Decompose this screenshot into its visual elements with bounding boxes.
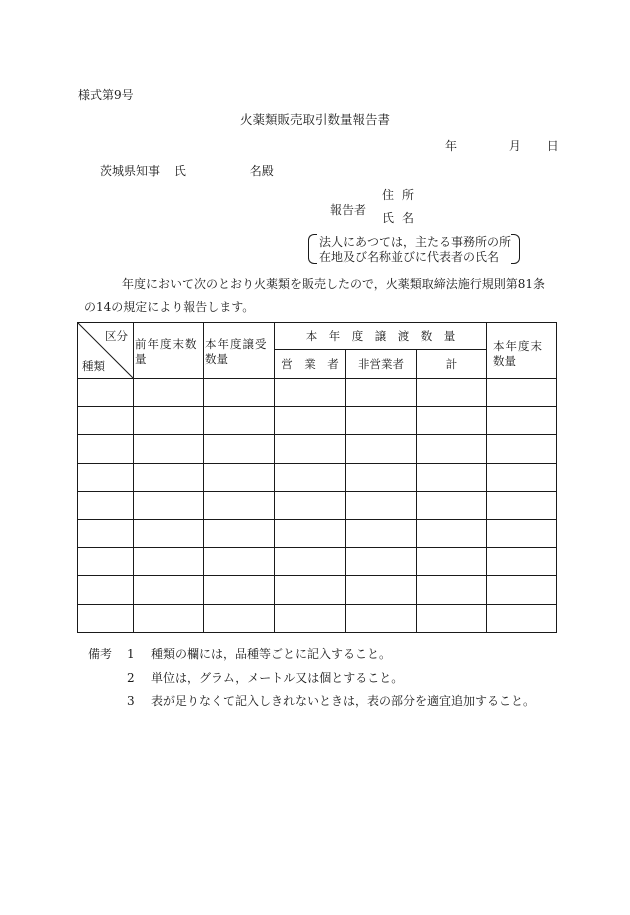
table-cell[interactable] [275, 463, 346, 491]
table-cell[interactable] [78, 463, 134, 491]
table-cell[interactable] [134, 519, 204, 547]
note-item [127, 645, 391, 662]
table-cell[interactable] [204, 463, 275, 491]
header-prev-line2: 量 [135, 352, 147, 366]
table-cell[interactable] [417, 576, 487, 604]
table-cell[interactable] [134, 576, 204, 604]
addressee-honorific-mid: 氏 [173, 164, 186, 178]
table-cell[interactable] [417, 604, 487, 632]
table-cell[interactable] [134, 435, 204, 463]
table-cell[interactable] [78, 548, 134, 576]
addressee-honorific-end: 名殿 [249, 164, 274, 178]
table-cell[interactable] [417, 435, 487, 463]
header-end-line2: 数量 [493, 354, 517, 368]
table-cell[interactable] [204, 435, 275, 463]
addressee-prefix: 茨城県知事 [100, 164, 161, 178]
table-cell[interactable] [275, 519, 346, 547]
table-cell[interactable] [78, 379, 134, 407]
table-cell[interactable] [487, 379, 557, 407]
header-end-line1: 本年度末 [493, 339, 544, 353]
report-paragraph-line-1: 年度において次のとおり火薬類を販売したので，火薬類取締法施行規則第81条 [122, 277, 546, 291]
table-row [78, 463, 557, 491]
table-row [78, 407, 557, 435]
table-row [78, 576, 557, 604]
table-cell[interactable] [417, 548, 487, 576]
quantity-table [77, 322, 557, 633]
table-cell[interactable] [346, 604, 417, 632]
reporter-label: 報告者 [330, 203, 367, 217]
header-prev-line1: 前年度末数 [135, 337, 198, 351]
name-label: 氏名 [382, 211, 423, 225]
table-cell[interactable] [417, 379, 487, 407]
table-cell[interactable] [275, 604, 346, 632]
table-cell[interactable] [134, 407, 204, 435]
document-title: 火薬類販売取引数量報告書 [239, 112, 390, 127]
table-cell[interactable] [346, 491, 417, 519]
note-text: 種類の欄には，品種等ごとに記入すること。 [151, 647, 392, 661]
table-cell[interactable] [417, 519, 487, 547]
table-cell[interactable] [78, 604, 134, 632]
note-number: 1 [127, 647, 135, 661]
table-row [78, 548, 557, 576]
table-cell[interactable] [204, 407, 275, 435]
form-number: 様式第9号 [78, 88, 134, 102]
table-cell[interactable] [134, 491, 204, 519]
table-cell[interactable] [204, 519, 275, 547]
addressee-line [100, 162, 274, 179]
table-row [78, 491, 557, 519]
bracket-line-1: 法人にあつては，主たる事務所の所 [319, 235, 512, 249]
note-text: 表が足りなくて記入しきれないときは，表の部分を適宜追加すること。 [151, 694, 536, 708]
table-cell[interactable] [346, 463, 417, 491]
header-category-type [78, 323, 134, 379]
table-cell[interactable] [134, 548, 204, 576]
table-row [78, 435, 557, 463]
notes-heading: 備考 [88, 647, 113, 661]
table-cell[interactable] [346, 576, 417, 604]
header-sales: 営 業 者 [275, 350, 346, 379]
table-cell[interactable] [487, 435, 557, 463]
bracket-left [308, 234, 317, 264]
table-cell[interactable] [487, 548, 557, 576]
address-label: 住所 [382, 188, 423, 202]
table-cell[interactable] [487, 604, 557, 632]
table-cell[interactable] [204, 379, 275, 407]
header-recv-line2: 数量 [205, 352, 228, 366]
table-cell[interactable] [134, 604, 204, 632]
date-year: 年 [445, 139, 458, 153]
header-shurui: 種類 [82, 359, 105, 373]
header-recv-line1: 本年度譲受 [205, 337, 268, 351]
header-prev-year-end [134, 323, 204, 379]
header-total: 計 [417, 350, 487, 379]
table-cell[interactable] [346, 407, 417, 435]
table-cell[interactable] [346, 435, 417, 463]
table-cell[interactable] [78, 519, 134, 547]
table-cell[interactable] [346, 548, 417, 576]
report-paragraph-line-2: の14の規定により報告します。 [84, 300, 255, 314]
table-cell[interactable] [275, 435, 346, 463]
table-cell[interactable] [487, 519, 557, 547]
date-line [445, 137, 559, 154]
table-cell[interactable] [204, 576, 275, 604]
table-cell[interactable] [487, 491, 557, 519]
table-cell[interactable] [78, 435, 134, 463]
table-cell[interactable] [275, 548, 346, 576]
table-row [78, 604, 557, 632]
table-cell[interactable] [487, 407, 557, 435]
header-kubun: 区分 [105, 329, 128, 343]
table-cell[interactable] [346, 519, 417, 547]
header-received [204, 323, 275, 379]
note-number: 3 [127, 694, 135, 708]
table-row [78, 519, 557, 547]
table-cell[interactable] [417, 491, 487, 519]
table-cell[interactable] [204, 491, 275, 519]
note-item [127, 692, 535, 709]
table-cell[interactable] [78, 491, 134, 519]
table-cell[interactable] [78, 576, 134, 604]
table-cell[interactable] [204, 604, 275, 632]
corporate-note-bracket [308, 233, 520, 263]
table-cell[interactable] [417, 463, 487, 491]
table-cell[interactable] [275, 379, 346, 407]
header-non-sales: 非営業者 [346, 350, 417, 379]
note-text: 単位は，グラム，メートル又は個とすること。 [151, 671, 404, 685]
date-day: 日 [546, 139, 559, 153]
table-cell[interactable] [487, 463, 557, 491]
note-item [127, 669, 403, 686]
table-cell[interactable] [275, 491, 346, 519]
table-cell[interactable] [346, 379, 417, 407]
bracket-line-2: 在地及び名称並びに代表者の氏名 [319, 250, 500, 264]
note-number: 2 [127, 671, 135, 685]
table-cell[interactable] [275, 576, 346, 604]
table-cell[interactable] [275, 407, 346, 435]
header-year-end [487, 323, 557, 379]
table-cell[interactable] [134, 379, 204, 407]
table-cell[interactable] [134, 463, 204, 491]
bracket-right [511, 234, 520, 264]
table-row [78, 379, 557, 407]
table-cell[interactable] [487, 576, 557, 604]
table-cell[interactable] [204, 548, 275, 576]
date-month: 月 [508, 139, 521, 153]
header-transfer-group: 本 年 度 譲 渡 数 量 [275, 323, 487, 350]
table-cell[interactable] [78, 407, 134, 435]
table-cell[interactable] [417, 407, 487, 435]
